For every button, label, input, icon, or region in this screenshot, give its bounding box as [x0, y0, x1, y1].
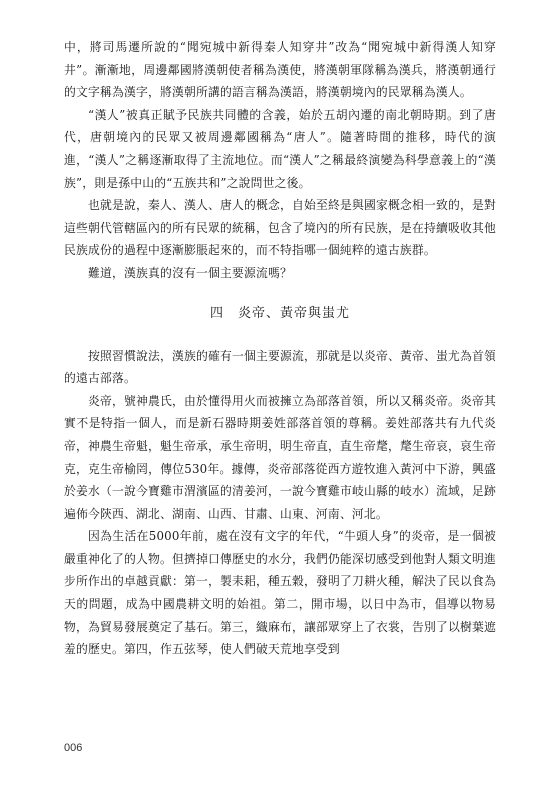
paragraph-question: 難道，漢族真的沒有一個主要源流嗎？ — [88, 265, 292, 280]
page-number: 006 — [64, 742, 83, 754]
section-heading — [64, 303, 496, 325]
paragraph-continued: 中，將司馬遷所說的“聞宛城中新得秦人知穿井”改為“聞宛城中新得漢人知穿井”。漸漸地，周邊鄰國將漢朝使者稱為漢使，將漢朝軍隊稱為漢兵，將漢朝通行的文字稱為漢字，將漢朝所講的語言稱為漢語，將漢朝境內的民眾稱為漢人。 — [64, 40, 496, 100]
paragraph-yandi-contributions: 因為生活在5000年前，處在沒有文字的年代，“牛頭人身”的炎帝，是一個被嚴重神化了的人物。但擠掉口傳歷史的水分，我們仍能深切感受到他對人類文明進步所作出的卓越貢獻：第一，製耒耜，種五穀，發明了刀耕火種，解決了民以食為天的問題，成為中國農耕文明的始祖。第二，開市場，以日中為市，倡導以物易物，為貿易發展奠定了基石。第三，織麻布，讓部眾穿上了衣裳，告別了以樹葉遮羞的歷史。第四，作五弦琴，使人們破天荒地享受到 — [64, 529, 496, 657]
section-title: 炎帝、黃帝與蚩尤 — [238, 305, 351, 321]
paragraph-yandi: 炎帝，號神農氏，由於懂得用火而被擁立為部落首領，所以又稱炎帝。炎帝其實不是特指一個人，而是新石器時期姜姓部落首領的尊稱。姜姓部落共有九代炎帝，神農生帝魁，魁生帝承，承生帝明，明生帝直，直生帝氂，氂生帝哀，哀生帝克，克生帝榆罔，傳位530年。據傳，炎帝部落從西方遊牧進入黃河中下游，興盛於姜水（一說今寶雞市渭濱區的清姜河，一說今寶雞市岐山縣的岐水）流域，足跡遍佈今陝西、湖北、湖南、山西、甘肅、山東、河南、河北。 — [64, 393, 496, 521]
paragraph-han-people-ethnic: “漢人”被真正賦予民族共同體的含義，始於五胡內遷的南北朝時期。到了唐代，唐朝境內的民眾又被周邊鄰國稱為“唐人”。隨著時間的推移，時代的演進，“漢人”之稱逐漸取得了主流地位。而“漢人”之稱最終演變為科學意義上的“漢族”，則是孫中山的“五族共和”之說問世之後。 — [64, 107, 496, 190]
body-text — [64, 36, 496, 661]
paragraph-qin-han-tang-concept: 也就是說，秦人、漢人、唐人的概念，自始至終是與國家概念相一致的，是對這些朝代管轄區內的所有民眾的統稱，包含了境內的所有民族，是在持續吸收其他民族成份的過程中逐漸膨脹起來的，而不特指哪一個純粹的遠古族群。 — [64, 198, 496, 258]
section-number: 四 — [209, 305, 224, 321]
paragraph-main-source: 按照習慣說法，漢族的確有一個主要源流，那就是以炎帝、黃帝、蚩尤為首領的遠古部落。 — [64, 348, 496, 386]
